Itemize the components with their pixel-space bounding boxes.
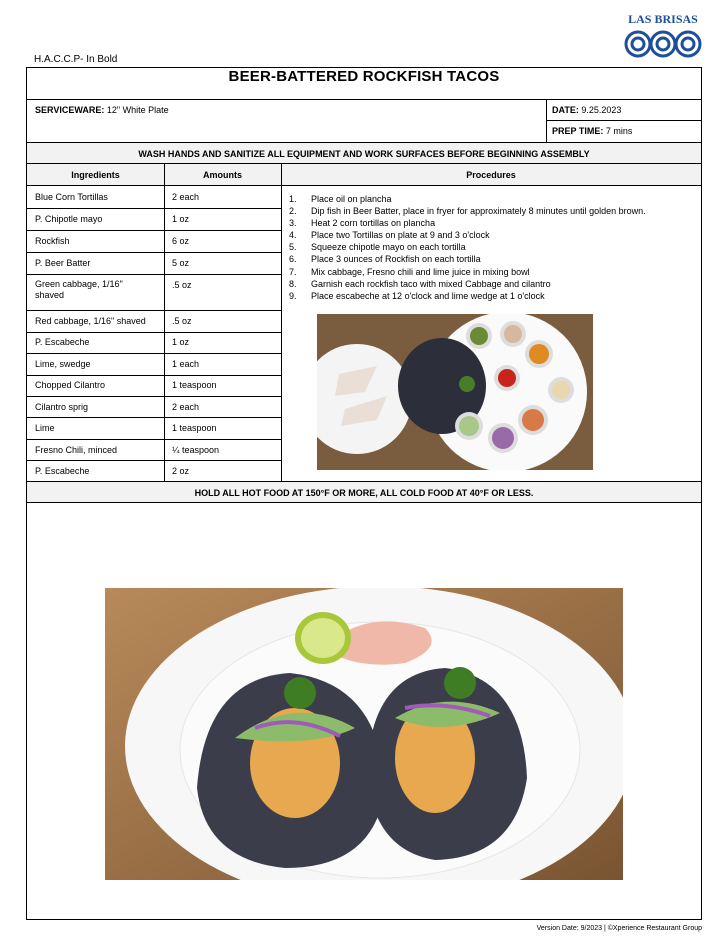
procedure-step: 5. Squeeze chipotle mayo on each tortilla — [289, 242, 466, 253]
ingredient-amount: .5 oz — [172, 280, 192, 290]
ingredient-amount: 5 oz — [172, 258, 190, 268]
serviceware: SERVICEWARE: 12" White Plate — [35, 105, 169, 115]
ingredient-amount: 2 oz — [172, 466, 190, 476]
hold-notice: HOLD ALL HOT FOOD AT 150°F OR MORE, ALL COLD FOOD AT 40°F OR LESS. — [194, 488, 534, 498]
procedure-list — [289, 193, 646, 302]
plated-tacos-photo — [105, 588, 623, 880]
ingredient-amount: 2 each — [172, 402, 200, 412]
version-footer: Version Date: 9/2023 | ©Xperience Restaurant Group — [536, 925, 702, 932]
svg-text:LAS BRISAS: LAS BRISAS — [628, 12, 698, 26]
procedures-header: Procedures — [466, 170, 516, 180]
ingredient-name: Red cabbage, 1/16" shaved — [35, 316, 146, 326]
prep-time: PREP TIME: 7 mins — [552, 126, 633, 136]
ingredient-amount: 1 oz — [172, 214, 190, 224]
wash-notice: WASH HANDS AND SANITIZE ALL EQUIPMENT AND WORK SURFACES BEFORE BEGINNING ASSEMBLY — [138, 149, 590, 159]
procedure-step: 3. Heat 2 corn tortillas on plancha — [289, 218, 436, 229]
ingredient-name: Green cabbage, 1/16" shaved — [35, 279, 123, 300]
recipe-title: BEER-BATTERED ROCKFISH TACOS — [228, 68, 500, 85]
ingredient-name: Fresno Chili, minced — [35, 445, 118, 455]
procedure-step: 9. Place escabeche at 12 o'clock and lime wedge at 1 o'clock — [289, 290, 545, 301]
amounts-header: Amounts — [203, 170, 242, 180]
procedure-step: 8. Garnish each rockfish taco with mixed Cabbage and cilantro — [289, 278, 551, 289]
ingredient-amount: 1 each — [172, 359, 200, 369]
procedure-step: 7. Mix cabbage, Fresno chili and lime juice in mixing bowl — [289, 266, 530, 277]
ingredient-amount: 2 each — [172, 192, 200, 202]
ingredient-amount: 6 oz — [172, 236, 190, 246]
ingredient-amount: .5 oz — [172, 316, 192, 326]
procedure-step: 1. Place oil on plancha — [289, 194, 392, 204]
date: DATE: 9.25.2023 — [552, 105, 622, 115]
ingredient-amount: 1 teaspoon — [172, 380, 217, 390]
ingredient-name: Cilantro sprig — [35, 402, 89, 412]
ingredient-name: P. Beer Batter — [35, 258, 91, 268]
ingredient-name: Lime, swedge — [35, 359, 91, 369]
ingredient-amount: 1 oz — [172, 337, 190, 347]
ingredient-name: Rockfish — [35, 236, 70, 246]
ingredient-name: Blue Corn Tortillas — [35, 192, 108, 202]
procedure-step: 4. Place two Tortillas on plate at 9 and 3 o'clock — [289, 230, 490, 241]
ingredient-name: P. Escabeche — [35, 466, 90, 476]
recipe-sheet — [26, 67, 702, 920]
ingredient-name: Chopped Cilantro — [35, 380, 106, 390]
ingredient-amount: 1 teaspoon — [172, 423, 217, 433]
ingredient-name: P. Escabeche — [35, 337, 90, 347]
procedure-step: 6. Place 3 ounces of Rockfish on each tortilla — [289, 254, 481, 265]
ingredients-header: Ingredients — [71, 170, 120, 180]
ingredient-amount: ¼ teaspoon — [172, 445, 220, 455]
ingredient-name: Lime — [35, 423, 55, 433]
haccp-note: H.A.C.C.P- In Bold — [34, 54, 118, 65]
procedure-step: 2. Dip fish in Beer Batter, place in fryer for approximately 8 minutes until golden brown. — [289, 206, 646, 217]
mise-en-place-photo — [317, 314, 593, 470]
ingredient-name: P. Chipotle mayo — [35, 214, 103, 224]
las-brisas-logo — [620, 10, 706, 62]
